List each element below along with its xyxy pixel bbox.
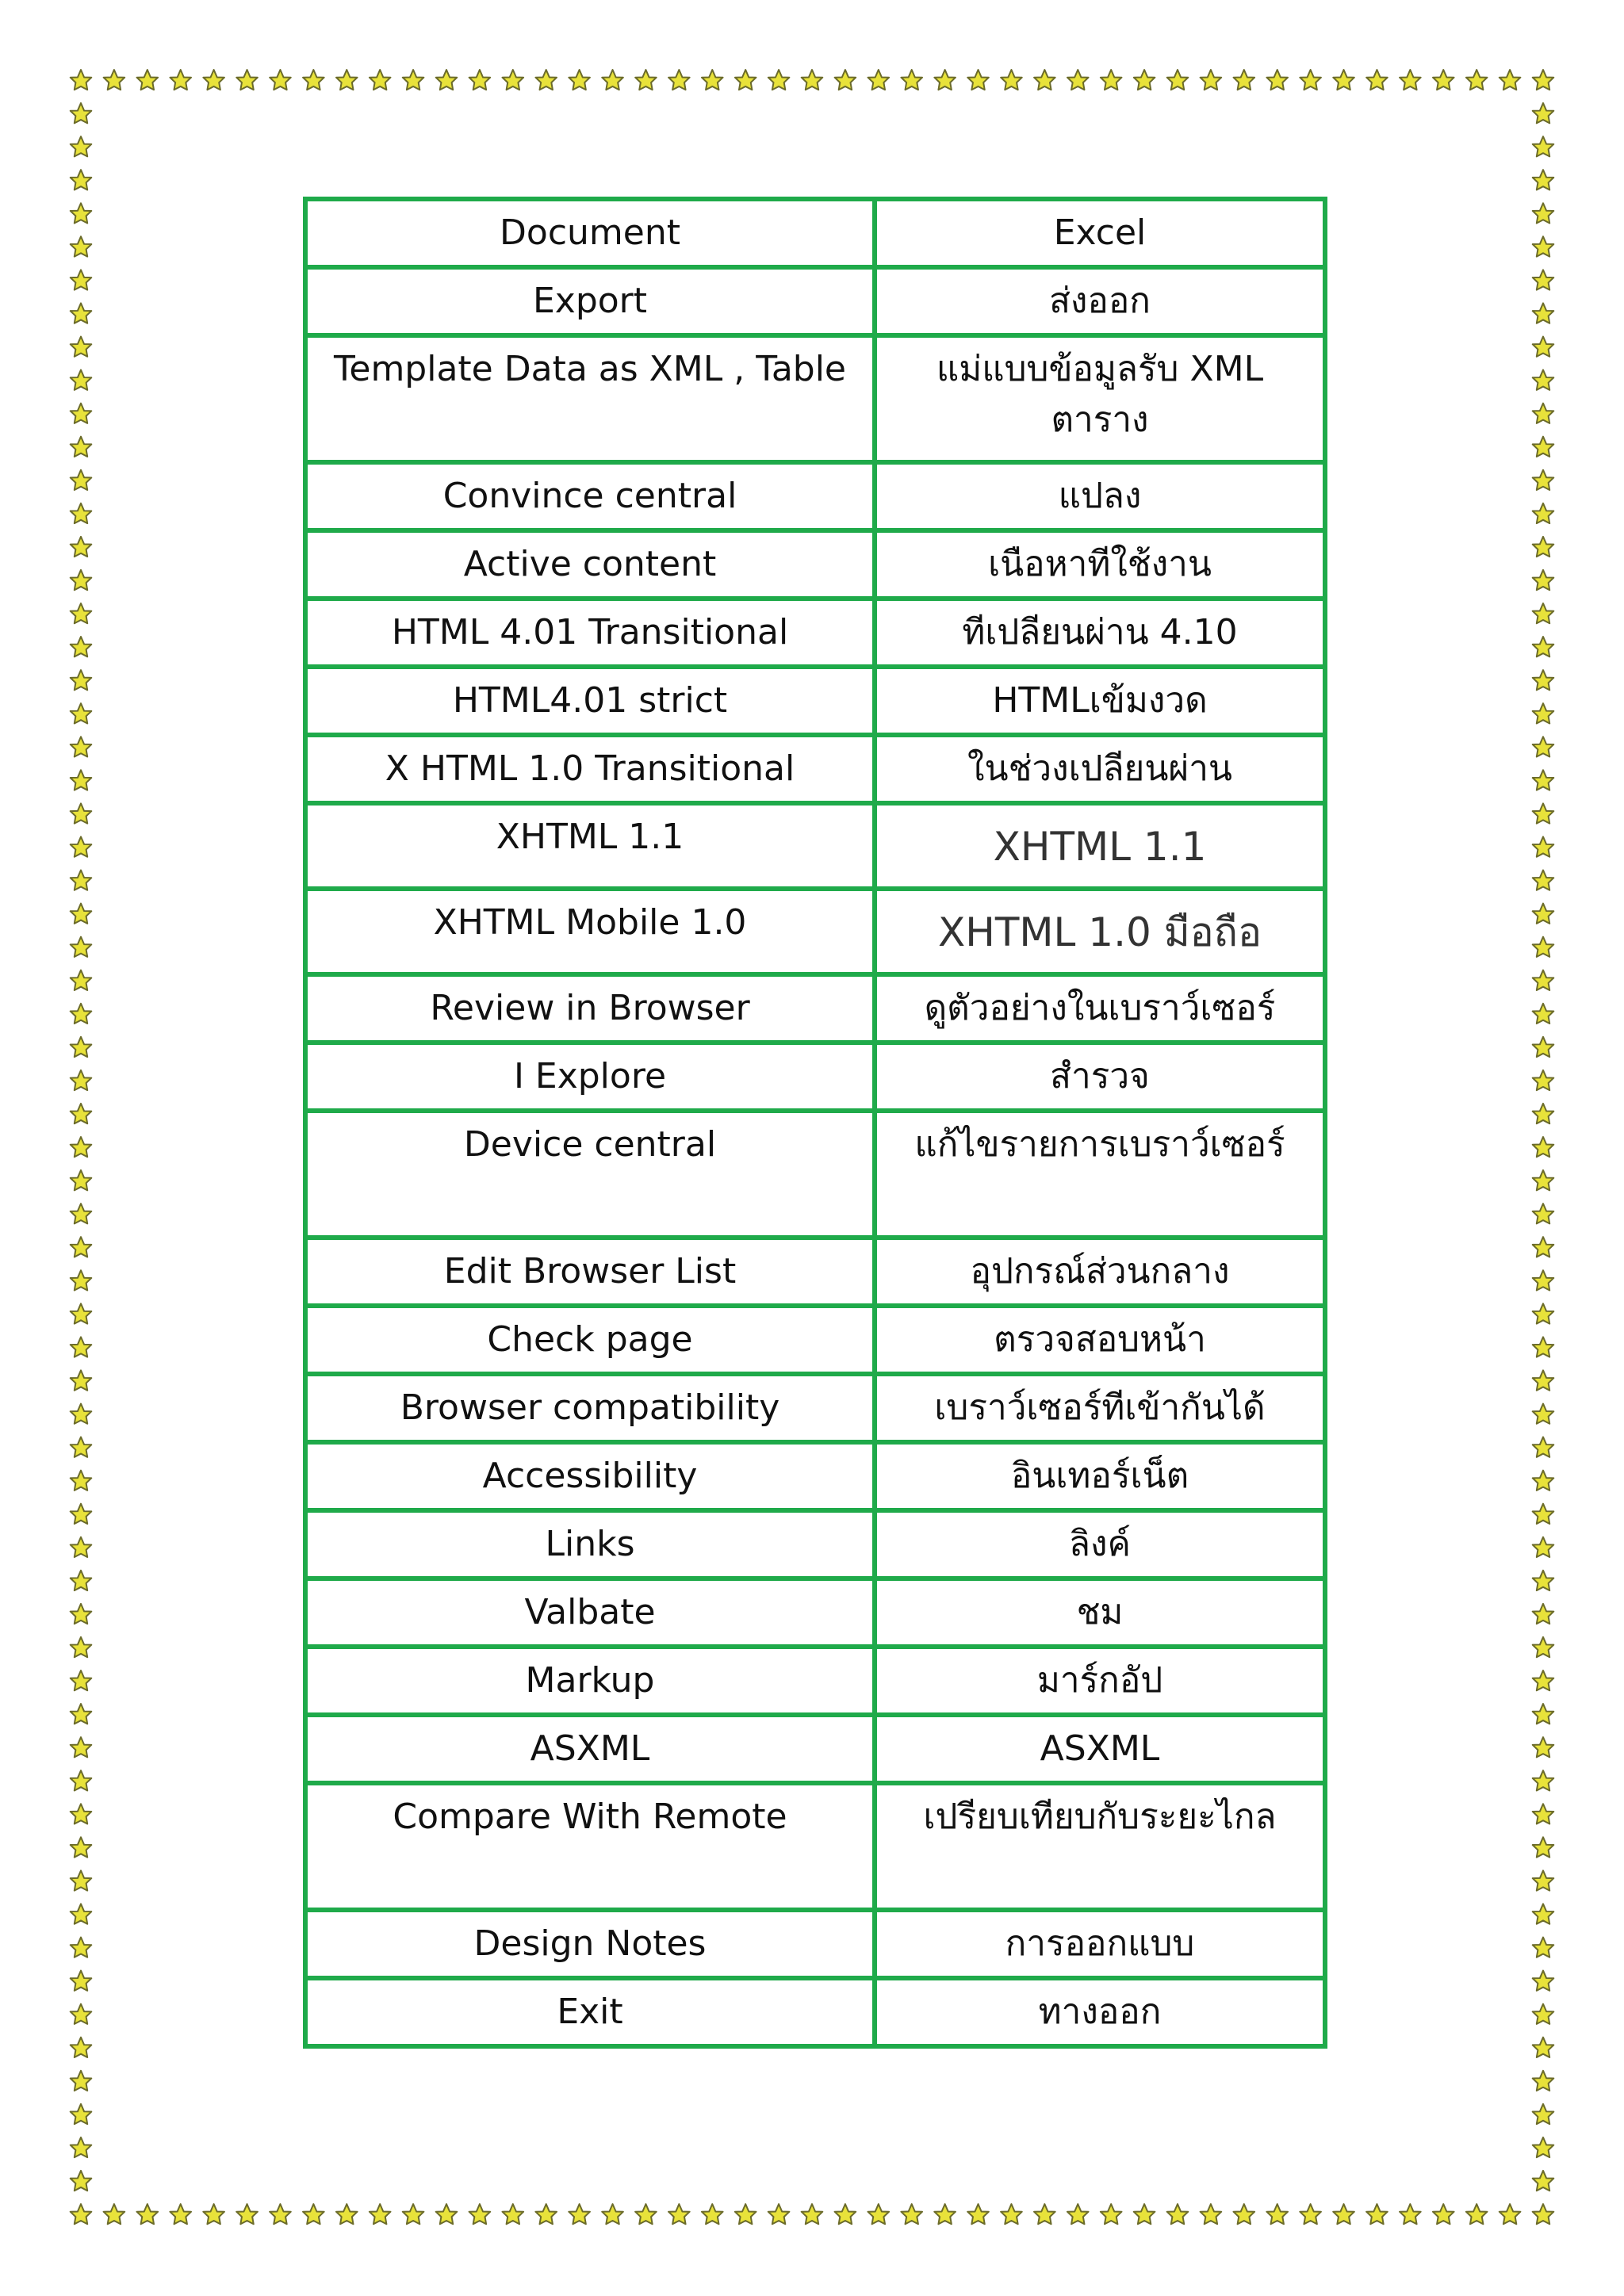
star-icon [1533,1971,1554,1991]
english-term-cell: I Explore [305,1043,875,1111]
star-icon [71,2004,92,2024]
star-icon [1533,1170,1554,1190]
star-icon [1533,303,1554,323]
star-icon [71,1704,92,1724]
table-row [305,803,1325,889]
star-icon [735,2204,756,2224]
star-icon [1134,2204,1155,2224]
star-icon [967,2204,989,2224]
star-icon [934,2204,956,2224]
star-icon [203,2204,224,2224]
star-icon [403,2204,424,2224]
star-icon [1533,2104,1554,2124]
star-icon [1034,70,1055,90]
star-icon [71,470,92,490]
star-icon [71,2137,92,2157]
star-icon [71,1670,92,1690]
star-icon [668,2204,690,2224]
star-icon [71,1737,92,1757]
star-icon [1533,1237,1554,1257]
star-icon [1067,70,1089,90]
star-icon [1500,70,1521,90]
star-icon [71,904,92,924]
star-icon [1533,1804,1554,1823]
table-row [305,735,1325,803]
thai-term-cell: เนือหาทีใช้งาน [875,530,1325,599]
star-icon [403,70,424,90]
star-icon [370,70,391,90]
star-icon [71,1837,92,1857]
star-icon [71,670,92,690]
english-term-cell: HTML4.01 strict [305,667,875,735]
star-icon [1500,2204,1521,2224]
star-icon [1533,1037,1554,1057]
star-icon [71,2204,92,2224]
table-row [305,889,1325,974]
thai-term-cell: เบราว์เซอร์ทีเข้ากันได้ [875,1374,1325,1442]
star-icon [436,2204,458,2224]
english-term-cell: Document [305,199,875,267]
star-icon [1533,136,1554,156]
thai-term-cell: มาร์กอัป [875,1647,1325,1715]
thai-term-cell: อินเทอร์เน็ต [875,1442,1325,1510]
star-icon [1533,1137,1554,1157]
star-icon [1533,2038,1554,2057]
star-icon [71,370,92,390]
star-icon [1533,970,1554,990]
star-icon [1333,2204,1354,2224]
star-icon [71,1037,92,1057]
thai-term-cell: อุปกรณ์ส่วนกลาง [875,1238,1325,1306]
table-row [305,1578,1325,1647]
star-icon [1067,2204,1089,2224]
english-term-cell: Markup [305,1647,875,1715]
table-row [305,530,1325,599]
table-row [305,335,1325,462]
star-icon [71,1104,92,1123]
star-icon [1533,1938,1554,1957]
star-icon [768,2204,790,2224]
english-term-cell: Review in Browser [305,974,875,1043]
thai-term-cell: ส่งออก [875,267,1325,335]
star-icon [71,2071,92,2091]
star-icon [104,70,125,90]
star-icon [71,203,92,223]
star-icon [1266,70,1288,90]
star-icon [71,337,92,357]
star-icon [71,637,92,656]
star-icon [1533,1637,1554,1657]
star-icon [1366,70,1388,90]
star-icon [236,2204,258,2224]
english-term-cell: Template Data as XML , Table [305,335,875,462]
table-row [305,1978,1325,2046]
star-icon [71,103,92,123]
star-icon [1533,1471,1554,1490]
star-icon [702,2204,723,2224]
english-term-cell: Accessibility [305,1442,875,1510]
star-icon [868,2204,890,2224]
star-icon [602,2204,623,2224]
star-icon [71,1404,92,1424]
table-row [305,667,1325,735]
thai-term-cell: XHTML 1.0 มือถือ [875,889,1325,974]
thai-term-cell: แปลง [875,462,1325,530]
thai-term-cell: แม่แบบข้อมูลรับ XML ตาราง [875,335,1325,462]
thai-term-cell: ลิงค์ [875,1510,1325,1578]
star-icon [1234,70,1255,90]
english-term-cell: Compare With Remote [305,1783,875,1910]
star-icon [1533,2071,1554,2091]
star-icon [1167,2204,1189,2224]
star-icon [71,1770,92,1790]
table-row [305,1043,1325,1111]
star-icon [71,1437,92,1457]
thai-term-cell: HTMLเข้มงวด [875,667,1325,735]
thai-term-cell: การออกแบบ [875,1910,1325,1978]
star-icon [71,1471,92,1490]
star-icon [71,404,92,423]
star-icon [71,1938,92,1957]
star-icon [71,1637,92,1657]
star-icon [1533,937,1554,957]
star-icon [1533,836,1554,856]
star-icon [436,70,458,90]
star-icon [71,1270,92,1290]
star-icon [1533,1270,1554,1290]
star-icon [236,70,258,90]
star-icon [1533,1571,1554,1590]
thai-term-cell: ในช่วงเปลียนผ่าน [875,735,1325,803]
star-icon [370,2204,391,2224]
star-icon [1533,1203,1554,1223]
star-icon [1433,2204,1454,2224]
star-icon [535,2204,557,2224]
star-icon [1001,2204,1022,2224]
star-icon [1533,2171,1554,2191]
star-icon [1533,670,1554,690]
star-icon [71,170,92,189]
star-icon [71,1571,92,1590]
star-icon [1533,1104,1554,1123]
star-icon [1533,236,1554,256]
star-icon [1266,2204,1288,2224]
table-row [305,599,1325,667]
star-icon [1533,470,1554,490]
star-icon [602,70,623,90]
table-row [305,462,1325,530]
star-icon [569,70,590,90]
star-icon [1167,70,1189,90]
english-term-cell: Exit [305,1978,875,2046]
english-term-cell: Active content [305,530,875,599]
star-icon [768,70,790,90]
table-row [305,1715,1325,1783]
star-icon [1533,2004,1554,2024]
table-row [305,1442,1325,1510]
star-icon [71,437,92,457]
star-icon [71,570,92,590]
star-icon [71,1804,92,1823]
star-icon [71,703,92,723]
english-term-cell: Convince central [305,462,875,530]
star-icon [868,70,890,90]
star-icon [1533,270,1554,289]
star-icon [71,303,92,323]
star-icon [635,2204,657,2224]
star-icon [1533,70,1554,90]
star-icon [71,871,92,890]
table-row [305,1783,1325,1910]
star-icon [1533,871,1554,890]
star-icon [71,1537,92,1557]
star-icon [469,70,491,90]
thai-term-cell: ชม [875,1578,1325,1647]
translation-table [303,197,1327,2049]
star-icon [71,236,92,256]
star-icon [303,2204,324,2224]
star-icon [702,70,723,90]
star-icon [1001,70,1022,90]
star-icon [1533,404,1554,423]
star-icon [1201,2204,1222,2224]
english-term-cell: Device central [305,1111,875,1238]
thai-term-cell: ทีเปลียนผ่าน 4.10 [875,599,1325,667]
star-icon [1533,1537,1554,1557]
star-icon [1201,70,1222,90]
star-icon [71,937,92,957]
star-icon [71,803,92,823]
star-icon [1533,1870,1554,1890]
star-icon [1533,703,1554,723]
star-icon [1300,2204,1321,2224]
star-icon [1400,2204,1421,2224]
thai-term-cell: ทางออก [875,1978,1325,2046]
english-term-cell: HTML 4.01 Transitional [305,599,875,667]
star-icon [735,70,756,90]
star-icon [1533,904,1554,924]
table-row [305,1111,1325,1238]
table-row [305,1238,1325,1306]
thai-term-cell: ตรวจสอบหน้า [875,1306,1325,1374]
star-icon [71,1004,92,1024]
star-icon [535,70,557,90]
star-icon [569,2204,590,2224]
star-icon [1533,1770,1554,1790]
star-icon [71,2038,92,2057]
english-term-cell: XHTML 1.1 [305,803,875,889]
star-icon [71,1370,92,1390]
star-icon [1533,1370,1554,1390]
star-icon [71,1971,92,1991]
star-icon [1433,70,1454,90]
star-icon [71,970,92,990]
star-icon [967,70,989,90]
table-row [305,199,1325,267]
star-icon [1101,2204,1122,2224]
star-icon [1533,603,1554,623]
star-icon [1533,2204,1554,2224]
star-icon [1466,70,1488,90]
thai-term-cell: Excel [875,199,1325,267]
star-icon [1034,2204,1055,2224]
star-icon [137,2204,159,2224]
star-icon [71,770,92,790]
star-icon [104,2204,125,2224]
thai-term-cell: แก้ไขรายการเบราว์เซอร์ [875,1111,1325,1238]
star-icon [1533,203,1554,223]
star-icon [1466,2204,1488,2224]
star-icon [270,70,291,90]
star-icon [71,1203,92,1223]
star-icon [1533,1303,1554,1323]
star-icon [71,1337,92,1357]
star-icon [336,2204,358,2224]
star-icon [71,1904,92,1923]
star-icon [71,1070,92,1090]
star-icon [802,70,823,90]
star-icon [1533,1404,1554,1424]
star-icon [71,270,92,289]
star-icon [901,2204,922,2224]
star-icon [71,1137,92,1157]
thai-term-cell: XHTML 1.1 [875,803,1325,889]
star-icon [71,1170,92,1190]
star-icon [1134,70,1155,90]
star-icon [1533,803,1554,823]
star-icon [71,737,92,756]
star-icon [1533,1070,1554,1090]
english-term-cell: Edit Browser List [305,1238,875,1306]
star-icon [1533,770,1554,790]
table-row [305,1510,1325,1578]
english-term-cell: Browser compatibility [305,1374,875,1442]
star-icon [1533,1604,1554,1624]
star-icon [71,1237,92,1257]
star-icon [1533,1904,1554,1923]
star-icon [71,2171,92,2191]
star-icon [1234,2204,1255,2224]
star-icon [71,836,92,856]
star-icon [835,2204,856,2224]
star-icon [1533,1004,1554,1024]
star-icon [503,2204,524,2224]
star-icon [1533,503,1554,523]
star-icon [1533,537,1554,557]
star-icon [1533,737,1554,756]
star-icon [1366,2204,1388,2224]
table-row [305,1306,1325,1374]
table-row [305,1647,1325,1715]
star-icon [71,603,92,623]
star-icon [71,136,92,156]
star-icon [1533,170,1554,189]
star-icon [469,2204,491,2224]
star-icon [1333,70,1354,90]
english-term-cell: ASXML [305,1715,875,1783]
star-icon [303,70,324,90]
star-icon [1533,1737,1554,1757]
thai-term-cell: ASXML [875,1715,1325,1783]
star-icon [1533,1670,1554,1690]
star-icon [1533,570,1554,590]
english-term-cell: XHTML Mobile 1.0 [305,889,875,974]
star-icon [71,1303,92,1323]
star-icon [71,1504,92,1524]
table-row [305,267,1325,335]
star-icon [1533,337,1554,357]
thai-term-cell: ดูตัวอย่างในเบราว์เซอร์ [875,974,1325,1043]
star-icon [1101,70,1122,90]
star-icon [1533,1437,1554,1457]
english-term-cell: Check page [305,1306,875,1374]
star-icon [668,70,690,90]
star-icon [170,70,191,90]
english-term-cell: Links [305,1510,875,1578]
star-icon [802,2204,823,2224]
star-icon [503,70,524,90]
thai-term-cell: เปรียบเทียบกับระยะไกล [875,1783,1325,1910]
star-icon [901,70,922,90]
star-icon [71,2104,92,2124]
star-icon [71,70,92,90]
star-icon [635,70,657,90]
table-row [305,974,1325,1043]
english-term-cell: Design Notes [305,1910,875,1978]
star-icon [270,2204,291,2224]
star-icon [137,70,159,90]
star-icon [71,503,92,523]
star-icon [1533,437,1554,457]
english-term-cell: Valbate [305,1578,875,1647]
english-term-cell: X HTML 1.0 Transitional [305,735,875,803]
table-row [305,1910,1325,1978]
star-icon [71,1604,92,1624]
star-icon [1533,103,1554,123]
star-icon [835,70,856,90]
thai-term-cell: สำรวจ [875,1043,1325,1111]
star-icon [336,70,358,90]
star-icon [71,537,92,557]
star-icon [934,70,956,90]
star-icon [203,70,224,90]
star-icon [1533,637,1554,656]
star-icon [1400,70,1421,90]
star-icon [1533,2137,1554,2157]
table-row [305,1374,1325,1442]
star-icon [1533,1837,1554,1857]
star-icon [71,1870,92,1890]
star-icon [1533,1337,1554,1357]
star-icon [1533,370,1554,390]
english-term-cell: Export [305,267,875,335]
star-icon [1533,1704,1554,1724]
star-icon [1533,1504,1554,1524]
star-icon [170,2204,191,2224]
star-icon [1300,70,1321,90]
